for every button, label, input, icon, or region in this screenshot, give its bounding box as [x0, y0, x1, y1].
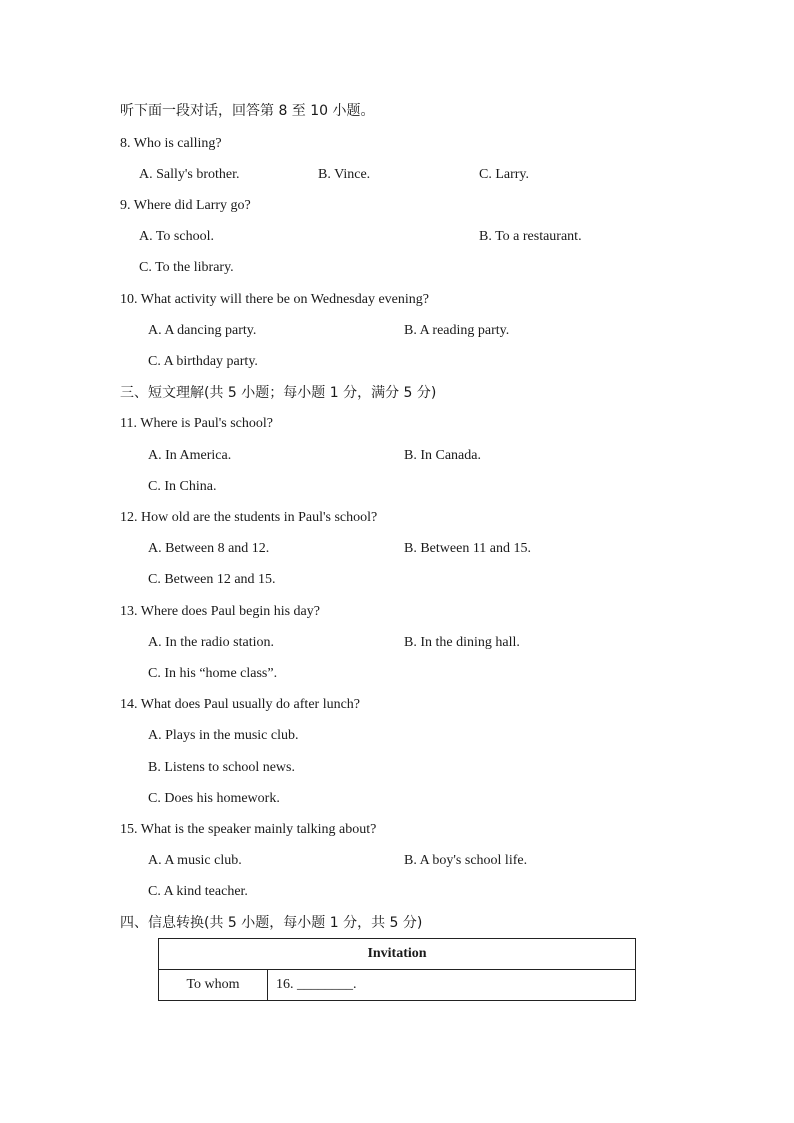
- question-14: 14. What does Paul usually do after lunch?: [120, 697, 361, 712]
- q8-option-c: C. Larry.: [479, 167, 530, 182]
- question-13: 13. Where does Paul begin his day?: [120, 604, 320, 619]
- q14-option-c: C. Does his homework.: [148, 791, 280, 806]
- q14-option-b: B. Listens to school news.: [148, 760, 295, 775]
- q9-option-a: A. To school.: [139, 229, 214, 244]
- invitation-table: [158, 938, 636, 1001]
- q12-option-c: C. Between 12 and 15.: [148, 572, 276, 587]
- table-header: Invitation: [159, 939, 636, 970]
- q11-option-b: B. In Canada.: [404, 448, 481, 463]
- q9-option-b: B. To a restaurant.: [479, 229, 582, 244]
- q9-option-c: C. To the library.: [139, 260, 234, 275]
- q15-option-c: C. A kind teacher.: [148, 884, 248, 899]
- listening-intro: 听下面一段对话，回答第 8 至 10 小题。: [120, 103, 375, 119]
- q13-option-b: B. In the dining hall.: [404, 635, 520, 650]
- q15-option-a: A. A music club.: [148, 853, 242, 868]
- section-3-title: 三、短文理解(共 5 小题；每小题 1 分，满分 5 分): [120, 385, 437, 401]
- q10-option-b: B. A reading party.: [404, 323, 510, 338]
- q11-option-c: C. In China.: [148, 479, 217, 494]
- q13-option-a: A. In the radio station.: [148, 635, 274, 650]
- section-4-title: 四、信息转换(共 5 小题，每小题 1 分，共 5 分): [120, 915, 423, 931]
- q10-option-a: A. A dancing party.: [148, 323, 257, 338]
- question-8: 8. Who is calling?: [120, 136, 222, 151]
- q15-option-b: B. A boy's school life.: [404, 853, 528, 868]
- q8-option-b: B. Vince.: [318, 167, 371, 182]
- q11-option-a: A. In America.: [148, 448, 232, 463]
- table-header-row: [159, 939, 636, 970]
- table-row-label: To whom: [159, 970, 268, 1001]
- q14-option-a: A. Plays in the music club.: [148, 728, 299, 743]
- q12-option-b: B. Between 11 and 15.: [404, 541, 532, 556]
- question-10: 10. What activity will there be on Wednesday evening?: [120, 292, 429, 307]
- q8-option-a: A. Sally's brother.: [139, 167, 240, 182]
- q10-option-c: C. A birthday party.: [148, 354, 258, 369]
- q13-option-c: C. In his “home class”.: [148, 666, 278, 681]
- question-12: 12. How old are the students in Paul's school?: [120, 510, 378, 525]
- question-11: 11. Where is Paul's school?: [120, 416, 273, 431]
- question-9: 9. Where did Larry go?: [120, 198, 251, 213]
- table-row-answer-blank: 16. ________.: [268, 970, 636, 1001]
- question-15: 15. What is the speaker mainly talking about?: [120, 822, 377, 837]
- q12-option-a: A. Between 8 and 12.: [148, 541, 270, 556]
- table-row: [159, 970, 636, 1001]
